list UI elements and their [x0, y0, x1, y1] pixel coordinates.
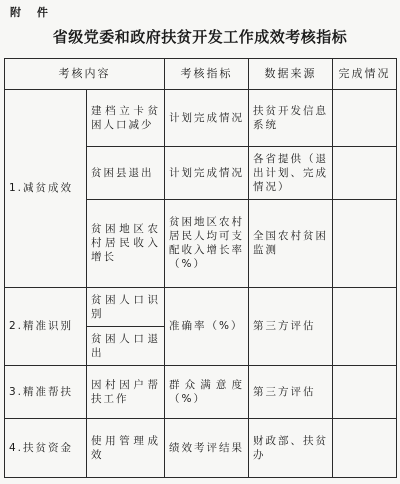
- source-cell: 各省提供（退出计划、完成情况）: [249, 146, 333, 199]
- header-indicator: 考核指标: [165, 59, 249, 90]
- sub-item: 使用管理成效: [87, 418, 165, 477]
- source-cell: 第三方评估: [249, 287, 333, 365]
- indicator-cell: 贫困地区农村居民人均可支配收入增长率（%）: [165, 200, 249, 288]
- sub-item: 贫困人口退出: [87, 326, 165, 365]
- attachment-label: 附 件: [10, 6, 54, 19]
- source-cell: 第三方评估: [249, 365, 333, 418]
- indicator-cell: 群众满意度（%）: [165, 365, 249, 418]
- completion-cell: [333, 287, 397, 365]
- sub-item: 因村因户帮扶工作: [87, 365, 165, 418]
- table-row: [5, 89, 397, 146]
- completion-cell: [333, 146, 397, 199]
- sub-item: 贫困地区农村居民收入增长: [87, 200, 165, 288]
- source-cell: 财政部、扶贫办: [249, 418, 333, 477]
- indicator-cell: 绩效考评结果: [165, 418, 249, 477]
- table-header-row: [5, 59, 397, 90]
- source-cell: 扶贫开发信息系统: [249, 89, 333, 146]
- completion-cell: [333, 365, 397, 418]
- category-poverty-reduction: 1.减贫成效: [5, 89, 87, 287]
- completion-cell: [333, 418, 397, 477]
- assessment-table: [4, 58, 397, 478]
- category-precise-identification: 2.精准识别: [5, 287, 87, 365]
- source-cell: 全国农村贫困监测: [249, 200, 333, 288]
- indicator-cell: 准确率（%）: [165, 287, 249, 365]
- sub-item: 建档立卡贫困人口减少: [87, 89, 165, 146]
- table-row: [5, 287, 397, 326]
- indicator-cell: 计划完成情况: [165, 146, 249, 199]
- header-content: 考核内容: [5, 59, 165, 90]
- category-precise-assistance: 3.精准帮扶: [5, 365, 87, 418]
- document-title: 省级党委和政府扶贫开发工作成效考核指标: [52, 28, 348, 46]
- completion-cell: [333, 89, 397, 146]
- completion-cell: [333, 200, 397, 288]
- category-poverty-funds: 4.扶贫资金: [5, 418, 87, 477]
- header-completion: 完成情况: [333, 59, 397, 90]
- indicator-cell: 计划完成情况: [165, 89, 249, 146]
- header-source: 数据来源: [249, 59, 333, 90]
- sub-item: 贫困人口识别: [87, 287, 165, 326]
- sub-item: 贫困县退出: [87, 146, 165, 199]
- table-row: [5, 365, 397, 418]
- table-row: [5, 418, 397, 477]
